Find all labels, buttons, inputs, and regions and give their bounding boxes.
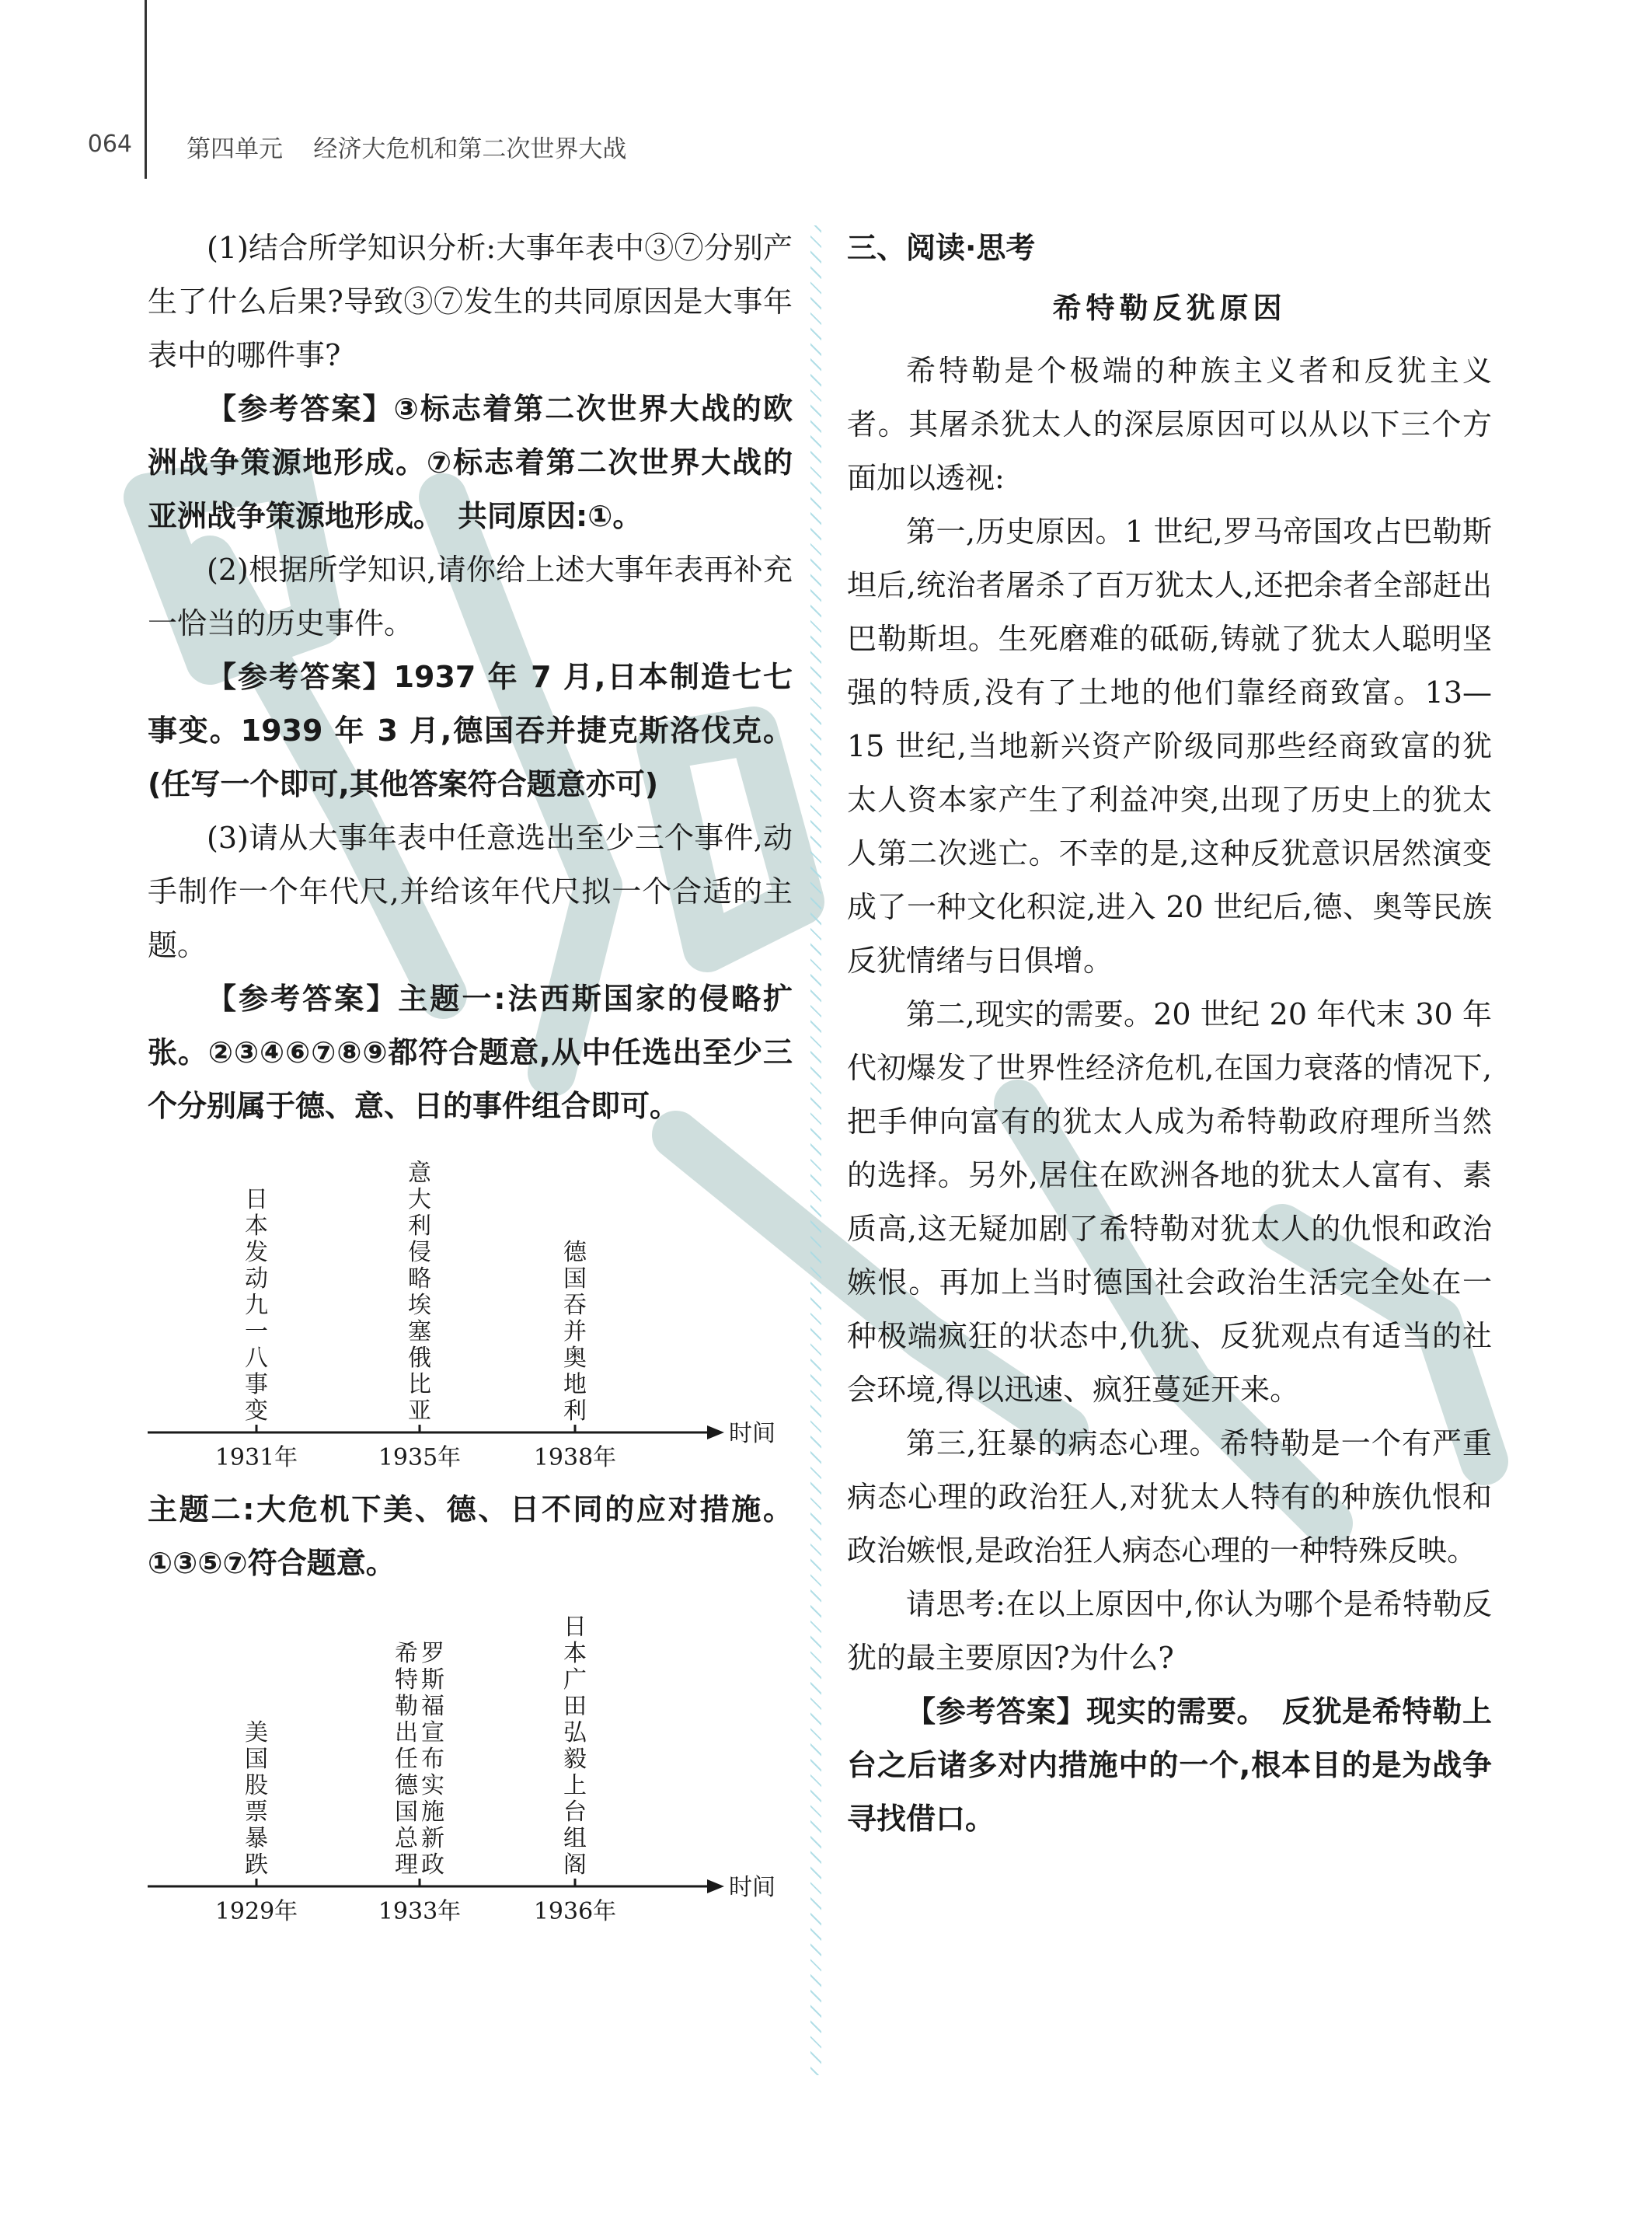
timeline-event-char: 发 — [245, 1239, 268, 1266]
timeline-event-char: 奥 — [563, 1345, 587, 1372]
timeline-event-char: 暴 — [245, 1825, 268, 1852]
timeline-event-char: 出 — [395, 1719, 418, 1746]
timeline-event-char: 布 — [421, 1746, 444, 1773]
timeline-event-char: 实 — [421, 1772, 444, 1799]
timeline-event-char: 任 — [395, 1746, 418, 1773]
question-2: (2)根据所学知识,请你给上述大事年表再补充一恰当的历史事件。 — [148, 553, 793, 640]
timeline-event-char: 田 — [563, 1693, 587, 1720]
timeline-event-char: 意 — [408, 1160, 431, 1187]
timeline-event-char: 事 — [245, 1371, 268, 1398]
timeline-year: 1938年 — [533, 1444, 617, 1471]
timeline-event-char: 侵 — [408, 1239, 431, 1266]
timeline-2 — [148, 1595, 793, 1937]
timeline-event-char: 阁 — [563, 1851, 587, 1879]
theme-2: 主题二:大危机下美、德、日不同的应对措施。①③⑤⑦符合题意。 — [148, 1492, 793, 1580]
header-divider-line — [145, 0, 147, 179]
timeline-event-char: 股 — [245, 1772, 268, 1799]
timeline-event-char: 塞 — [408, 1318, 431, 1345]
timeline-event-char: 俄 — [408, 1345, 431, 1372]
timeline-event-char: 大 — [408, 1186, 431, 1213]
timeline-year: 1931年 — [214, 1444, 298, 1471]
page-header — [0, 0, 1652, 179]
timeline-event-char: 罗 — [421, 1640, 444, 1667]
timeline-event-char: 动 — [245, 1265, 268, 1293]
timeline-event-char: 埃 — [408, 1292, 431, 1319]
timeline-1-svg — [148, 1141, 793, 1483]
timeline-year: 1935年 — [378, 1444, 462, 1471]
answer-1: 【参考答案】③标志着第二次世界大战的欧洲战争策源地形成。⑦标志着第二次世界大战的亚洲战争策源地形成。 共同原因:①。 — [148, 392, 793, 533]
timeline-event-char: 国 — [395, 1799, 418, 1826]
axis-label: 时间 — [729, 1420, 775, 1447]
timeline-event-char: 美 — [245, 1719, 268, 1746]
timeline-1 — [148, 1141, 793, 1483]
answer-3: 【参考答案】主题一:法西斯国家的侵略扩张。②③④⑥⑦⑧⑨都符合题意,从中任选出至少三个分别属于德、意、日的事件组合即可。 — [148, 982, 793, 1123]
unit-title: 第四单元 经济大危机和第二次世界大战 — [186, 135, 627, 163]
timeline-event-char: 新 — [421, 1825, 444, 1852]
timeline-event-char: 日 — [563, 1614, 587, 1641]
article-title: 希特勒反犹原因 — [1052, 291, 1287, 325]
timeline-event-char: 福 — [421, 1693, 444, 1720]
timeline-event-char: 本 — [563, 1640, 587, 1667]
article-paragraph-3: 第二,现实的需要。20 世纪 20 年代末 30 年代初爆发了世界性经济危机,在国力衰落的情况下,把手伸向富有的犹太人成为希特勒政府理所当然的选择。另外,居住在欧洲各地的犹太人富有、素质高,这无疑加剧了希特勒对犹太人的仇恨和政治嫉恨。再加上当时德国社会政治生活完全处在一种极端疯狂的状态中,仇犹、反犹观点有适当的社会环境,得以迅速、疯狂蔓延开来。 — [847, 997, 1492, 1407]
axis-label: 时间 — [729, 1874, 775, 1901]
timeline-event-char: 勒 — [395, 1693, 418, 1720]
timeline-event-char: 理 — [395, 1851, 418, 1879]
timeline-event-char: 国 — [245, 1746, 268, 1773]
timeline-event-char: 弘 — [563, 1719, 587, 1746]
timeline-event-char: 吞 — [563, 1292, 587, 1319]
timeline-event-char: 八 — [245, 1345, 268, 1372]
think-answer: 【参考答案】现实的需要。 反犹是希特勒上台之后诸多对内措施中的一个,根本目的是为战争寻找借口。 — [847, 1694, 1492, 1836]
timeline-event-char: 宣 — [421, 1719, 444, 1746]
timeline-2-svg — [148, 1595, 793, 1937]
timeline-year: 1936年 — [533, 1898, 617, 1925]
timeline-event-char: 亚 — [408, 1397, 431, 1425]
timeline-event-char: 日 — [245, 1186, 268, 1213]
timeline-event-char: 希 — [395, 1640, 418, 1667]
question-3: (3)请从大事年表中任意选出至少三个事件,动手制作一个年代尺,并给该年代尺拟一个合适的主题。 — [148, 821, 793, 962]
right-column — [847, 222, 1492, 1846]
timeline-event-char: 特 — [395, 1666, 418, 1694]
timeline-year: 1933年 — [378, 1898, 462, 1925]
axis-arrow-icon — [707, 1425, 724, 1439]
think-question: 请思考:在以上原因中,你认为哪个是希特勒反犹的最主要原因?为什么? — [847, 1587, 1492, 1675]
timeline-event-char: 比 — [408, 1371, 431, 1398]
timeline-event-char: 上 — [563, 1772, 587, 1799]
page-number: 064 — [87, 131, 132, 158]
timeline-event-char: 九 — [245, 1292, 268, 1319]
timeline-event-char: 毅 — [563, 1746, 587, 1773]
timeline-event-char: 地 — [563, 1371, 587, 1398]
timeline-event-char: 德 — [563, 1239, 587, 1266]
article-paragraph-2: 第一,历史原因。1 世纪,罗马帝国攻占巴勒斯坦后,统治者屠杀了百万犹太人,还把余者全部赶出巴勒斯坦。生死磨难的砥砺,铸就了犹太人聪明坚强的特质,没有了土地的他们靠经商致富。13—15 世纪,当地新兴资产阶级同那些经商致富的犹太人资本家产生了利益冲突,出现了历史上的犹太人第二次逃亡。不幸的是,这种反犹意识居然演变成了一种文化积淀,进入 20 世纪后,德、奥等民族反犹情绪与日俱增。 — [847, 515, 1492, 978]
timeline-event-char: 政 — [421, 1851, 444, 1879]
timeline-event-char: 利 — [408, 1212, 431, 1240]
timeline-event-char: 广 — [563, 1666, 587, 1694]
timeline-event-char: 本 — [245, 1212, 268, 1240]
timeline-event-char: 一 — [245, 1318, 268, 1345]
timeline-event-char: 斯 — [421, 1666, 444, 1694]
timeline-event-char: 跌 — [245, 1851, 268, 1879]
timeline-event-char: 利 — [563, 1397, 587, 1425]
timeline-year: 1929年 — [214, 1898, 298, 1925]
question-1: (1)结合所学知识分析:大事年表中③⑦分别产生了什么后果?导致③⑦发生的共同原因是大事年表中的哪件事? — [148, 231, 793, 372]
timeline-event-char: 票 — [245, 1799, 268, 1826]
section-title: 三、阅读·思考 — [847, 231, 1036, 265]
axis-arrow-icon — [707, 1879, 724, 1893]
article-paragraph-1: 希特勒是个极端的种族主义者和反犹主义者。其屠杀犹太人的深层原因可以从以下三个方面加以透视: — [847, 354, 1492, 495]
timeline-event-char: 台 — [563, 1799, 587, 1826]
column-divider — [810, 225, 821, 2075]
answer-2: 【参考答案】1937 年 7 月,日本制造七七事变。1939 年 3 月,德国吞并捷克斯洛伐克。(任写一个即可,其他答案符合题意亦可) — [148, 660, 793, 801]
timeline-event-char: 略 — [408, 1265, 431, 1293]
timeline-event-char: 组 — [563, 1825, 587, 1852]
timeline-event-char: 变 — [245, 1397, 268, 1425]
timeline-event-char: 德 — [395, 1772, 418, 1799]
left-column — [148, 222, 793, 1937]
timeline-event-char: 国 — [563, 1265, 587, 1293]
article-paragraph-4: 第三,狂暴的病态心理。希特勒是一个有严重病态心理的政治狂人,对犹太人特有的种族仇恨和政治嫉恨,是政治狂人病态心理的一种特殊反映。 — [847, 1426, 1492, 1568]
timeline-event-char: 施 — [421, 1799, 444, 1826]
timeline-event-char: 并 — [563, 1318, 587, 1345]
timeline-event-char: 总 — [395, 1825, 418, 1852]
